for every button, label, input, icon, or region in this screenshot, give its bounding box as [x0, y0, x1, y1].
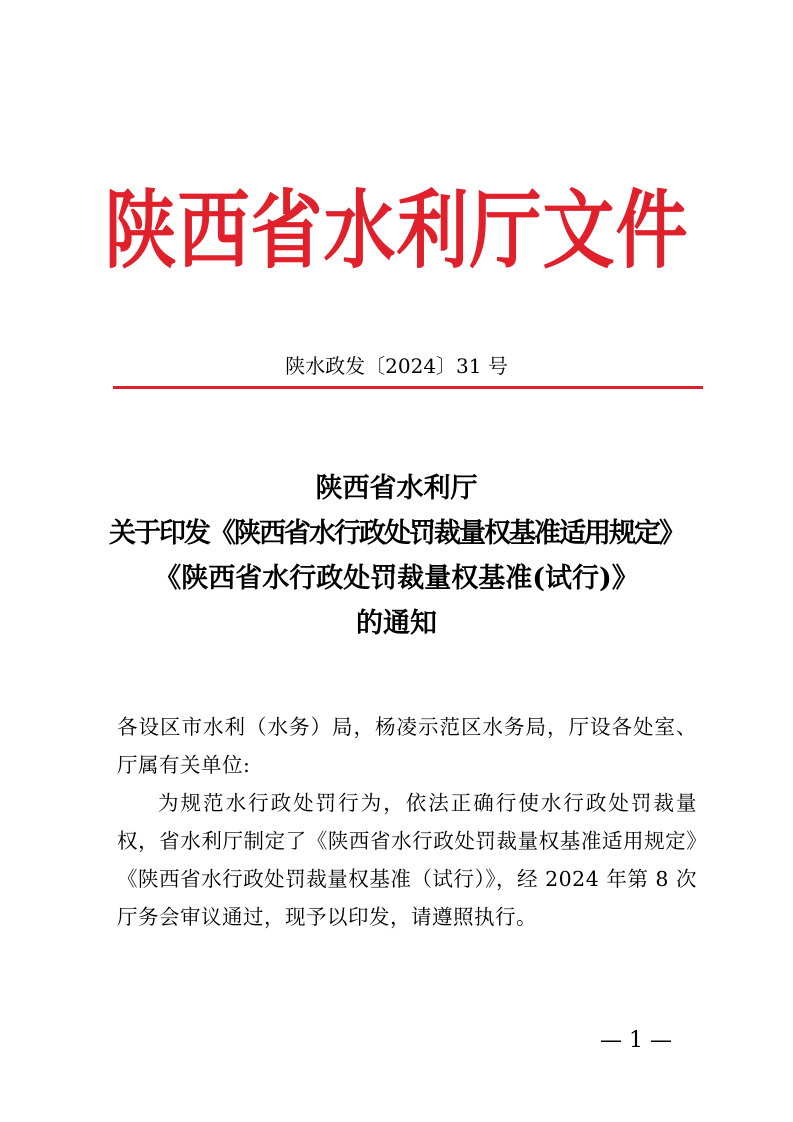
document-title [0, 466, 793, 646]
title-line-notice: 的通知 [356, 608, 437, 639]
title-line-subject-1: 关于印发《陕西省水行政处罚裁量权基准适用规定》 [109, 518, 684, 549]
document-body [117, 708, 697, 936]
title-line-issuer: 陕西省水利厅 [315, 473, 478, 504]
issuer-red-header: 陕西省水利厅文件 [104, 179, 689, 281]
page-number: — 1 — [600, 1028, 672, 1053]
red-separator-line [113, 386, 703, 389]
document-number: 陕水政发〔2024〕31 号 [285, 354, 508, 378]
body-paragraph: 为规范水行政处罚行为，依法正确行使水行政处罚裁量权，省水利厅制定了《陕西省水行政处罚裁量权基准适用规定》《陕西省水行政处罚裁量权基准（试行）》，经 2024 年第 8 次厅务会审议通过，现予以印发，请遵照执行。 [117, 791, 697, 929]
recipients-paragraph: 各设区市水利（水务）局，杨凌示范区水务局，厅设各处室、厅属有关单位: [117, 715, 697, 777]
title-line-subject-2: 《陕西省水行政处罚裁量权基准(试行)》 [154, 563, 639, 594]
